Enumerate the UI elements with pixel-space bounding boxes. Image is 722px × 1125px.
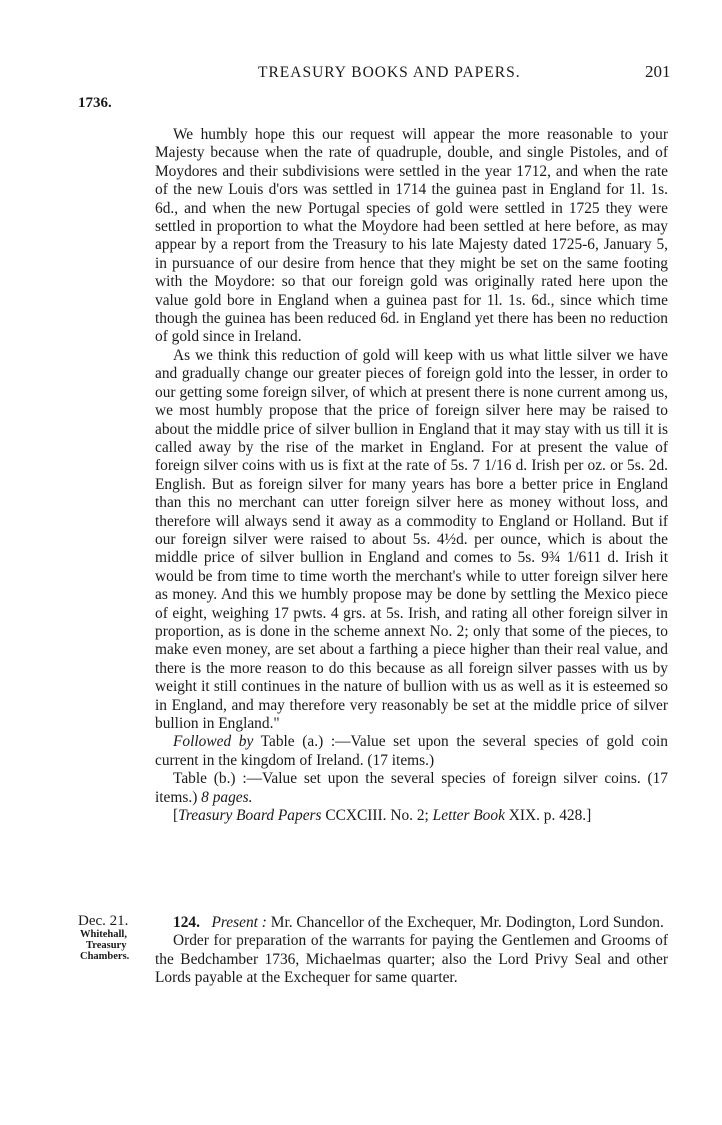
- source-reference: [155, 807, 668, 825]
- table-b-text: Table (b.) :—Value set upon the several species of foreign silver coins. (17 items.): [155, 770, 668, 806]
- page-number: 201: [645, 62, 671, 81]
- entry-place-3: Chambers.: [80, 951, 130, 962]
- entry-place-1: Whitehall,: [80, 929, 127, 940]
- page-header: [0, 40, 722, 81]
- letter-body: [155, 126, 668, 825]
- paragraph-1: We humbly hope this our request will appear the more reasonable to your Majesty because when the rate of quadruple, double, and single Pistoles, and of Moydores and their subdivisions were settled in the year 1712, and when the rate of the new Louis d'ors was settled in 1714 the guinea past in England for 1l. 1s. 6d., and when the new Portugal species of gold were settled in 1725 they were settled in proportion to what the Moydore had been settled at here before, as may appear by a report from the Treasury to his late Majesty dated 1725-6, January 5, in pursuance of our desire from hence that they might be set on the same footing with the Moydore: so that our foreign gold was originally rated here upon the value gold bore in England when a guinea past for 1l. 1s. 6d., since which time though the guinea has been reduced 6d. in England yet there has been no reduction of gold since in Ireland.: [155, 126, 668, 346]
- entry-place-2: Treasury: [86, 940, 127, 951]
- entry-order: Order for preparation of the warrants for paying the Gentlemen and Grooms of the Bedchamber 1736, Michaelmas quarter; also the Lord Privy Seal and other Lords payable at the Exchequer for same quarter.: [155, 932, 668, 987]
- entry-text: [155, 914, 668, 988]
- source-ref-2-num: XIX. p. 428.]: [504, 807, 592, 825]
- source-bracket: [: [173, 807, 179, 825]
- table-a-text: Table (a.) :—Value set upon the several species of gold coin current in the kingdom of Ireland. (17 items.): [155, 733, 669, 769]
- margin-date: [78, 914, 146, 962]
- entry-number: 124.: [173, 914, 200, 931]
- present-label: Present :: [211, 914, 267, 931]
- present-text: Mr. Chancellor of the Exchequer, Mr. Dodington, Lord Sundon.: [266, 914, 664, 931]
- table-b-pages: 8 pages.: [201, 788, 253, 806]
- year-marker: 1736.: [78, 95, 112, 111]
- source-ref-1-num: CCXCIII. No. 2;: [321, 807, 433, 825]
- entry-date: Dec. 21.: [78, 913, 129, 929]
- followed-by-table-a: [155, 733, 668, 770]
- entry-present: [155, 914, 668, 932]
- followed-by-label: Followed by: [173, 733, 254, 751]
- running-head: TREASURY BOOKS AND PAPERS.: [258, 64, 521, 81]
- source-ref-1: Treasury Board Papers: [178, 807, 322, 825]
- source-ref-2: Letter Book: [432, 807, 505, 825]
- paragraph-2: As we think this reduction of gold will keep with us what little silver we have and gradually change our greater pieces of foreign gold into the lesser, in order to our getting some foreign silver, of which at present there is none current among us, we most humbly propose that the price of foreign silver here may be raised to about the middle price of silver bullion in England that it may stay with us till it is called away by the rise of the market in England. For at present the value of foreign silver coins with us is fixt at the rate of 5s. 7 1/16 d. Irish per oz. or 5s. 2d. English. But as foreign silver for many years has bore a better price in England than this no merchant can utter foreign silver here as money without loss, and therefore will always send it away as a commodity to England or Holland. But if our foreign silver were raised to about 5s. 4½d. per ounce, which is about the middle price of silver bullion in England and comes to 5s. 9¾ 1/611 d. Irish it would be from time to time worth the merchant's while to utter foreign silver here as money. And this we humbly propose may be done by settling the Mexico piece of eight, weighing 17 pwts. 4 grs. at 5s. Irish, and rating all other foreign silver in proportion, as is done in the scheme annext No. 2; only that some of the pieces, to make even money, are set about a farthing a piece higher than their real value, and there is the more reason to do this because as all foreign silver passes with us by weight it still continues in the nature of bullion with us as well as it is esteemed so in England, and may therefore very reasonably be set at the middle price of silver bullion in England.": [155, 346, 668, 732]
- table-b: [155, 770, 668, 807]
